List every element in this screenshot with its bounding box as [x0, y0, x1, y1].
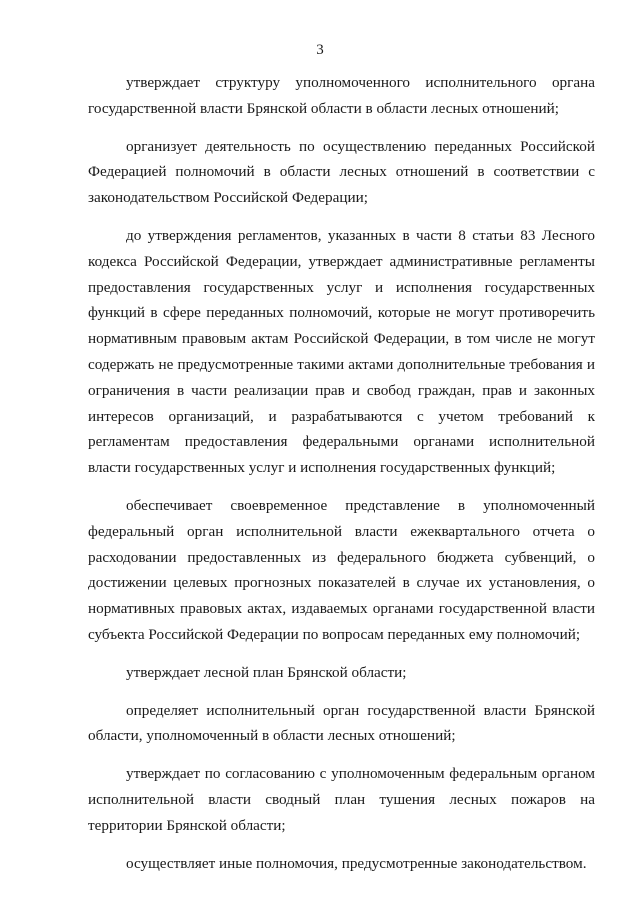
paragraph-structure: утверждает структуру уполномоченного исполнительного органа государственной власти Брянской области в области лесных отношений;	[88, 74, 595, 117]
page-number: 3	[316, 42, 324, 58]
paragraph-executive-body: определяет исполнительный орган государственной власти Брянской области, уполномоченный в области лесных отношений;	[88, 701, 595, 745]
paragraph-forest-plan: утверждает лесной план Брянской области;	[126, 663, 407, 681]
document-body	[88, 70, 595, 888]
paragraph-reporting: обеспечивает своевременное представление в уполномоченный федеральный орган исполнительной власти ежеквартального отчета о расходовании предоставленных из федерального бюджета субвенций, о достижении целевых прогнозных показателей в случае их установления, о нормативных правовых актах, издаваемых органами государственной власти субъекта Российской Федерации по вопросам переданных ему полномочий;	[88, 496, 595, 643]
paragraph-other-powers: осуществляет иные полномочия, предусмотренные законодательством.	[126, 854, 587, 872]
paragraph-regulations: до утверждения регламентов, указанных в части 8 статьи 83 Лесного кодекса Российской Федерации, утверждает административные регламенты предоставления государственных услуг и исполнения государственных функций в сфере переданных полномочий, которые не могут противоречить нормативным правовым актам Российской Федерации, в том числе не могут содержать не предусмотренные такими актами дополнительные требования и ограничения в части реализации прав и свобод граждан, прав и законных интересов организаций, и разрабатываются с учетом требований к регламентам предоставления федеральными органами исполнительной власти государственных услуг и исполнения государственных функций;	[88, 226, 595, 477]
paragraph-fire-plan: утверждает по согласованию с уполномоченным федеральным органом исполнительной власти сводный план тушения лесных пожаров на территории Брянской области;	[88, 765, 595, 834]
paragraph-organization: организует деятельность по осуществлению переданных Российской Федерацией полномочий в области лесных отношений в соответствии с законодательством Российской Федерации;	[88, 137, 595, 207]
